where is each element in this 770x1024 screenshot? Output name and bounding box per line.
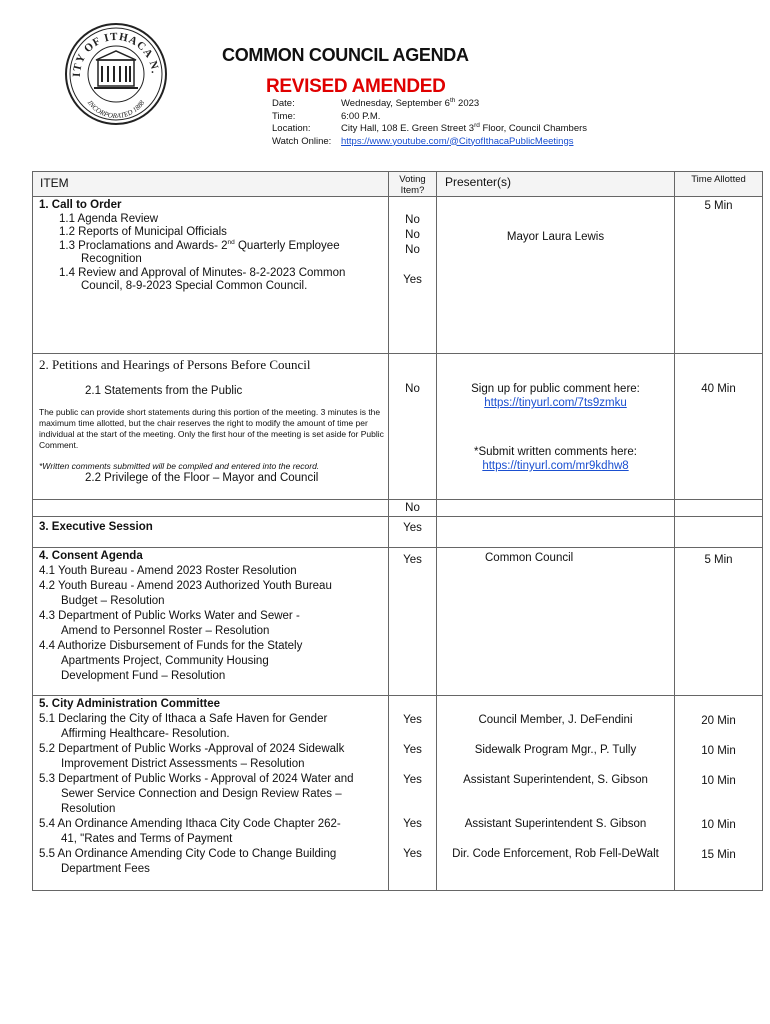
signup-link[interactable]: https://tinyurl.com/7ts9zmku [484,397,627,409]
section-petitions [33,354,763,500]
agenda-item: 5.4 An Ordinance Amending Ithaca City Code Chapter 262- [39,817,341,830]
section-title: 1. Call to Order [39,199,122,211]
time-allotted: 10 Min [701,745,736,757]
time-allotted: 5 Min [704,200,733,212]
meeting-details [272,98,587,148]
vote-value: No [405,214,420,226]
agenda-item: 1.4 Review and Approval of Minutes- 8-2-2023 Common [59,266,346,279]
section-consent-agenda [33,548,763,696]
presenter: Assistant Superintendent S. Gibson [464,818,647,830]
agenda-item: 5.5 An Ordinance Amending City Code to Change Building [39,847,337,860]
time-allotted: 10 Min [701,819,736,831]
agenda-item: 5.3 Department of Public Works - Approval of 2024 Water and [39,772,354,785]
table-header-row [33,172,763,197]
agenda-item-cont: Amend to Personnel Roster – Resolution [61,624,270,637]
vote-value: Yes [403,848,422,860]
time-allotted: 15 Min [701,849,736,861]
vote-value: No [405,502,420,514]
presenter: Common Council [485,552,574,564]
vote-value: Yes [403,714,422,726]
header-time: Time Allotted [675,172,763,197]
section-title: 3. Executive Session [39,521,153,533]
presenter: Assistant Superintendent, S. Gibson [463,774,648,786]
city-seal [64,22,168,126]
time-allotted: 20 Min [701,715,736,727]
seal-text-bottom: INCORPORATED 1888 [85,98,147,121]
section-title: 4. Consent Agenda [39,550,143,562]
agenda-item-cont: Improvement District Assessments – Resolution [61,757,305,770]
section-title: 2. Petitions and Hearings of Persons Before Council [39,357,311,372]
agenda-item-cont: Sewer Service Connection and Design Review Rates – [61,787,342,800]
submit-text: *Submit written comments here: [474,446,637,458]
location-label: Location: [272,123,311,134]
section-petitions-extra [33,500,763,517]
page-title: COMMON COUNCIL AGENDA [222,45,469,65]
section-city-administration [33,696,763,891]
header-item: ITEM [33,172,389,197]
agenda-item-cont: Department Fees [61,862,150,875]
agenda-item: 1.1 Agenda Review [59,212,159,225]
agenda-item-cont: Affirming Healthcare- Resolution. [61,727,230,740]
location-value: City Hall, 108 E. Green Street 3rd Floor, Council Chambers [341,121,588,134]
agenda-item: 2.1 Statements from the Public [85,385,243,397]
agenda-item: 5.2 Department of Public Works -Approval of 2024 Sidewalk [39,742,345,755]
agenda-item: 1.3 Proclamations and Awards- 2nd Quarterly Employee [59,238,340,252]
section-title: 5. City Administration Committee [39,698,221,710]
vote-value: Yes [403,744,422,756]
date-label: Date: [272,98,295,109]
vote-value: No [405,229,420,241]
agenda-item: 4.3 Department of Public Works Water and Sewer - [39,609,300,622]
agenda-item: 4.1 Youth Bureau - Amend 2023 Roster Resolution [39,564,297,577]
agenda-table [32,171,763,891]
agenda-item-cont: Recognition [81,253,142,265]
agenda-item-cont: Apartments Project, Community Housing [61,654,269,667]
time-label: Time: [272,110,296,122]
agenda-item: 1.2 Reports of Municipal Officials [59,226,227,238]
time-allotted: 5 Min [704,554,733,566]
time-allotted: 40 Min [701,383,736,395]
vote-value: Yes [403,274,422,286]
section-call-to-order [33,197,763,354]
revised-amended-label: REVISED AMENDED [266,76,446,97]
agenda-item-cont: Budget – Resolution [61,594,165,607]
youtube-link[interactable]: https://www.youtube.com/@CityofIthacaPublicMeetings [341,135,574,147]
vote-value: Yes [403,554,422,566]
vote-value: No [405,383,420,395]
vote-value: No [405,244,420,256]
time-allotted: 10 Min [701,775,736,787]
agenda-item: 4.2 Youth Bureau - Amend 2023 Authorized Youth Bureau [39,579,332,592]
header-voting: Voting Item? [389,172,437,197]
header-presenter: Presenter(s) [437,172,675,197]
signup-text: Sign up for public comment here: [471,383,640,395]
public-comment-note: The public can provide short statements during this portion of the meeting. 3 minutes is the maximum time allotted, but the chair reserves the right to modify the amount of time per individual at the start of the meeting. Only the first hour of the meeting is set aside for Public Comment. [39,407,384,450]
submit-link[interactable]: https://tinyurl.com/mr9kdhw8 [482,460,629,472]
agenda-item-cont: 41, "Rates and Terms of Payment [61,832,233,845]
agenda-item-cont: Resolution [61,802,116,815]
watch-online-label: Watch Online: [272,135,332,147]
seal-text-top: ITY OF ITHACA N. [70,30,161,78]
vote-value: Yes [403,522,422,534]
presenter: Council Member, J. DeFendini [478,714,633,726]
date-value: Wednesday, September 6th 2023 [341,96,480,109]
agenda-item: 2.2 Privilege of the Floor – Mayor and Council [85,472,319,484]
presenter: Mayor Laura Lewis [506,231,605,243]
section-executive-session [33,517,763,548]
agenda-item-cont: Development Fund – Resolution [61,669,226,682]
agenda-item: 4.4 Authorize Disbursement of Funds for the Stately [39,639,303,652]
time-value: 6:00 P.M. [341,110,381,122]
written-comment-note: *Written comments submitted will be compiled and entered into the record. [39,461,320,471]
vote-value: Yes [403,774,422,786]
agenda-item: 5.1 Declaring the City of Ithaca a Safe Haven for Gender [39,712,328,725]
agenda-item-cont: Council, 8-9-2023 Special Common Council. [81,280,308,292]
presenter: Dir. Code Enforcement, Rob Fell-DeWalt [452,848,659,860]
presenter: Sidewalk Program Mgr., P. Tully [474,744,637,756]
vote-value: Yes [403,818,422,830]
